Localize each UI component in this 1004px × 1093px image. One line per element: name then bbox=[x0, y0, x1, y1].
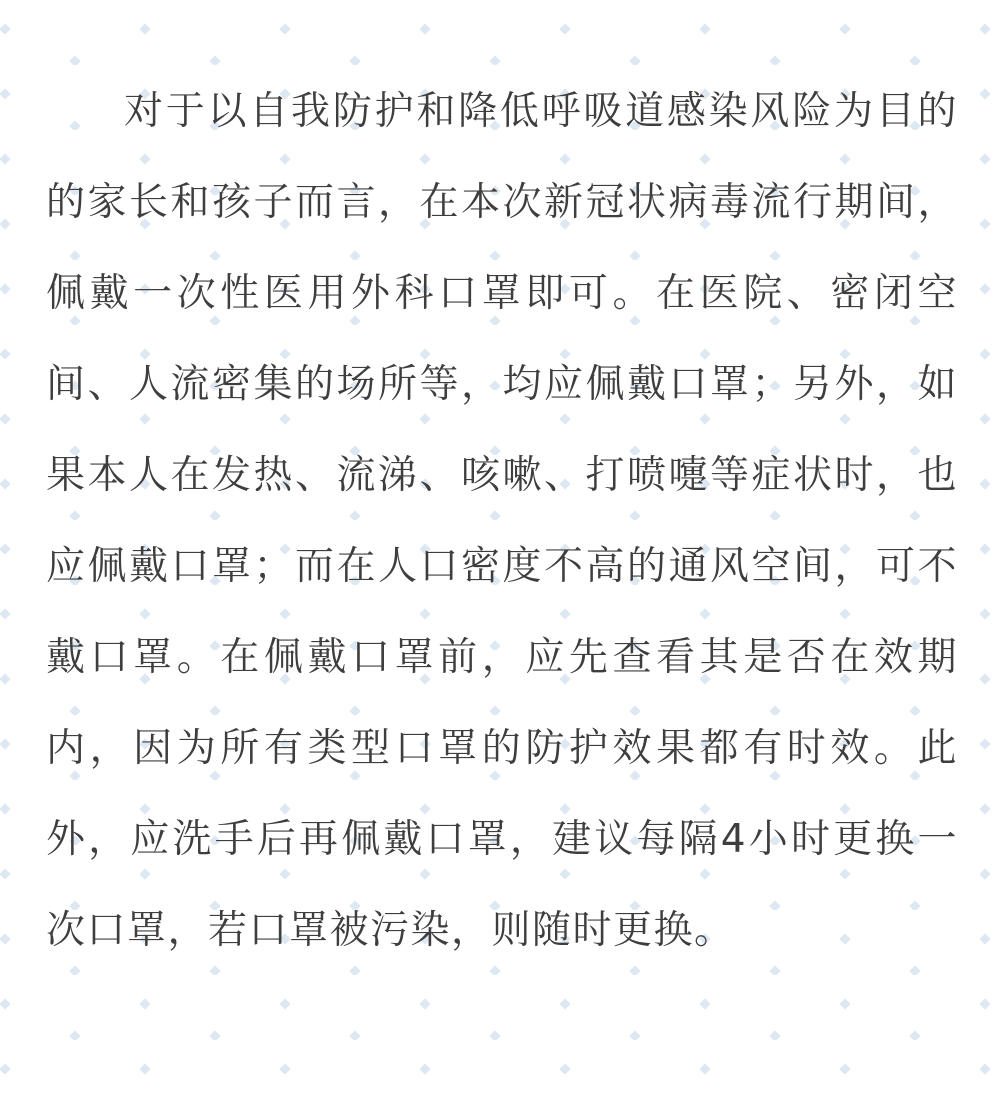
mask-guidance-paragraph: 对于以自我防护和降低呼吸道感染风险为目的的家长和孩子而言，在本次新冠状病毒流行期间，佩戴一次性医用外科口罩即可。在医院、密闭空间、人流密集的场所等，均应佩戴口罩；另外，如果本人在发热、流涕、咳嗽、打喷嚏等症状时，也应佩戴口罩；而在人口密度不高的通风空间，可不戴口罩。在佩戴口罩前，应先查看其是否在效期内，因为所有类型口罩的防护效果都有时效。此外，应洗手后再佩戴口罩，建议每隔4小时更换一次口罩，若口罩被污染，则随时更换。 bbox=[46, 89, 958, 953]
article-body bbox=[46, 66, 958, 976]
